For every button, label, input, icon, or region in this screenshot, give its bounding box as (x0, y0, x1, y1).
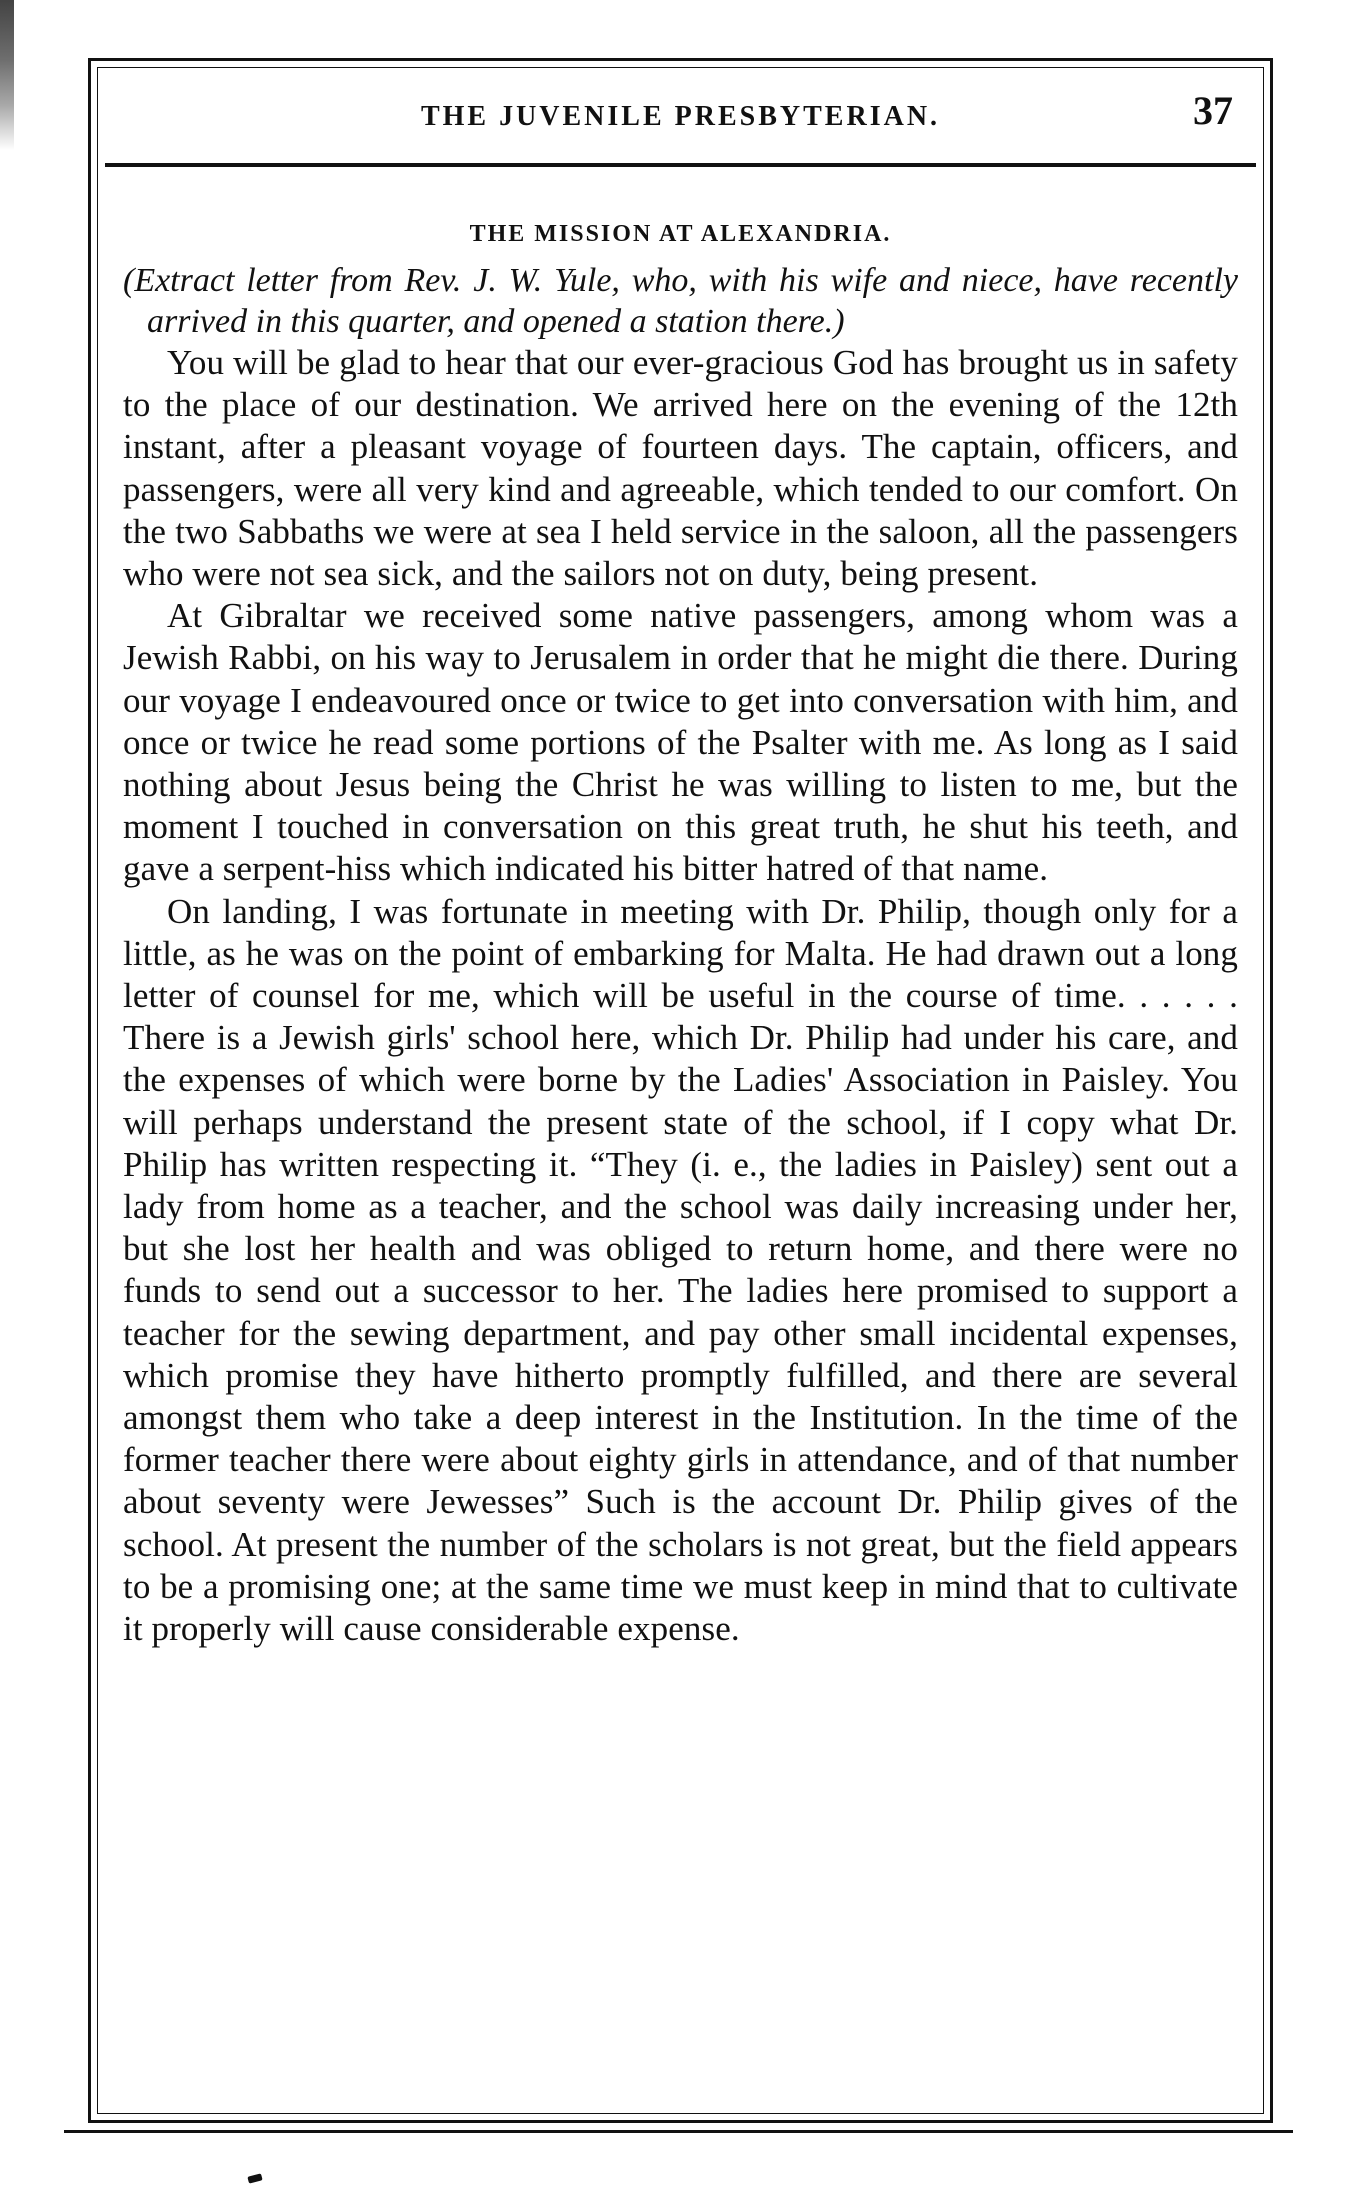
running-title: THE JUVENILE PRESBYTERIAN. (420, 101, 941, 132)
article (123, 201, 1238, 2086)
bottom-rule (64, 2130, 1293, 2133)
binding-edge-shadow (0, 0, 14, 150)
paragraph-3: On landing, I was fortunate in meeting with Dr. Philip, though only for a little, as he was on the point of embarking for Malta. He had drawn out a long letter of counsel for me, which will be useful in the course of time. . . . . . There is a Jewish girls' school here, which Dr. Philip had under his care, and the expenses of which were borne by the Ladies' Association in Paisley. You will perhaps understand the present state of the school, if I copy what Dr. Philip has written respecting it. “They (i. e., the ladies in Paisley) sent out a lady from home as a teacher, and the school was daily increasing under her, but she lost her health and was obliged to return home, and there were no funds to send out a successor to her. The ladies here promised to support a teacher for the sewing department, and pay other small incidental expenses, which promise they have hitherto promptly fulfilled, and there are several amongst them who take a deep interest in the Institution. In the time of the former teacher there were about eighty girls in attendance, and of that number about seventy were Jewesses” Such is the account Dr. Philip gives of the school. At present the number of the scholars is not great, but the field appears to be a promising one; at the same time we must keep in mind that to cultivate it properly will cause considerable expense. (123, 891, 1238, 1649)
page-number: 37 (1193, 88, 1233, 133)
extract-note: (Extract letter from Rev. J. W. Yule, who, with his wife and niece, have recently arrived in this quarter, and opened a station there.) (123, 262, 1238, 340)
page-header (116, 79, 1245, 159)
paragraph-1: You will be glad to hear that our ever-gracious God has brought us in safety to the place of our destination. We arrived here on the evening of the 12th instant, after a pleasant voyage of fourteen days. The captain, officers, and passengers, were all very kind and agreeable, which tended to our comfort. On the two Sabbaths we were at sea I held service in the saloon, all the passengers who were not sea sick, and the sailors not on duty, being present. (123, 343, 1238, 594)
article-title: THE MISSION AT ALEXANDRIA. (469, 221, 892, 247)
header-rule (105, 163, 1256, 167)
ink-spot (247, 2173, 262, 2183)
paragraph-2: At Gibraltar we received some native passengers, among whom was a Jewish Rabbi, on his way to Jerusalem in order that he might die there. During our voyage I endeavoured once or twice to get into conversation with him, and once or twice he read some portions of the Psalter with me. As long as I said nothing about Jesus being the Christ he was willing to listen to me, but the moment I touched in conversation on this great truth, he shut his teeth, and gave a serpent-hiss which indicated his bitter hatred of that name. (123, 596, 1238, 889)
page-frame (88, 58, 1273, 2123)
